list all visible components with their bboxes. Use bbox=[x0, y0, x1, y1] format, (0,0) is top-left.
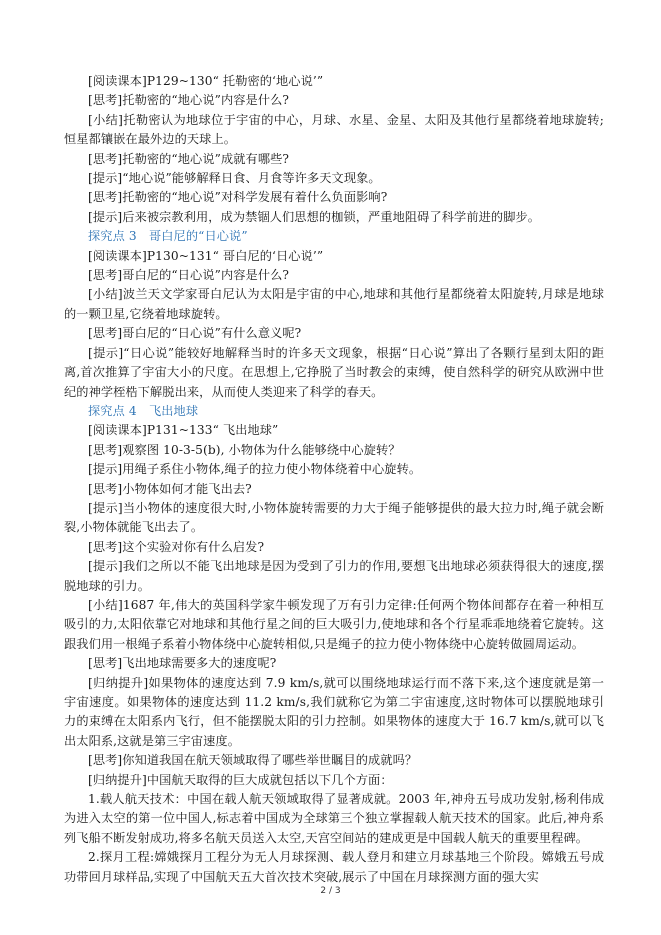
paragraph: 1.载人航天技术：中国在载人航天领域取得了显著成就。2003 年,神舟五号成功发射,杨利伟成为进入太空的第一位中国人,标志着中国成为全球第三个独立掌握载人航天技术的国家。此后,神舟系列飞船不断发射成功,将多名航天员送入太空,天宫空间站的建成更是中国载人航天的重要里程碑。 bbox=[64, 792, 604, 845]
paragraph: [小结]托勒密认为地球位于宇宙的中心，月球、水星、金星、太阳及其他行星都绕着地球旋转;恒星都镶嵌在最外边的天球上。 bbox=[64, 112, 604, 147]
paragraph: [思考]观察图 10-3-5(b), 小物体为什么能够绕中心旋转？ bbox=[88, 442, 401, 457]
paragraph: [提示]当小物体的速度很大时,小物体旋转需要的力大于绳子能够提供的最大拉力时,绳子就会断裂,小物体就能飞出去了。 bbox=[64, 500, 604, 535]
paragraph: [小结]波兰天文学家哥白尼认为太阳是宇宙的中心,地球和其他行星都绕着太阳旋转,月球是地球的一颗卫星,它绕着地球旋转。 bbox=[64, 287, 604, 321]
paragraph: [提示]后来被宗教利用，成为禁锢人们思想的枷锁，严重地阻碍了科学前进的脚步。 bbox=[88, 209, 541, 224]
paragraph: [思考]托勒密的“地心说”对科学发展有着什么负面影响? bbox=[88, 190, 388, 205]
paragraph: [思考]这个实验对你有什么启发? bbox=[88, 539, 265, 554]
paragraph: [提示]“地心说”能够解释日食、月食等许多天文现象。 bbox=[88, 171, 381, 186]
paragraph: [提示]用绳子系住小物体,绳子的拉力使小物体绕着中心旋转。 bbox=[88, 462, 422, 477]
paragraph: [思考]你知道我国在航天领域取得了哪些举世瞩目的成就吗？ bbox=[88, 753, 418, 768]
paragraph: [小结]1687 年,伟大的英国科学家牛顿发现了万有引力定律:任何两个物体间都存在着一种相互吸引的力,太阳依靠它对地球和其他行星之间的巨大吸引力,使地球和各个行星乖乖地绕着它旋转。这跟我们用一根绳子系着小物体绕中心旋转相似,只是绳子的拉力使小物体绕中心旋转做圆周运动。 bbox=[64, 597, 604, 651]
page-number: 2 / 3 bbox=[320, 886, 341, 896]
paragraph: [思考]托勒密的“地心说”内容是什么? bbox=[88, 93, 290, 108]
paragraph: [归纳提升]如果物体的速度达到 7.9 km/s,就可以围绕地球运行而不落下来,这个速度就是第一宇宙速度。如果物体的速度达到 11.2 km/s,我们就称它为第二宇宙速度,这时物体可以摆脱地球引力的束缚在太阳系内飞行，但不能摆脱太阳的引力控制。如果物体的速度大于 16.7 km/s,就可以飞出太阳系,这就是第三宇宙速度。 bbox=[64, 675, 604, 748]
paragraph: [思考]托勒密的“地心说”成就有哪些? bbox=[88, 151, 290, 166]
paragraph: [思考]哥白尼的“日心说”内容是什么? bbox=[88, 268, 290, 283]
paragraph: [归纳提升]中国航天取得的巨大成就包括以下几个方面： bbox=[88, 772, 393, 787]
paragraph: [提示]我们之所以不能飞出地球是因为受到了引力的作用,要想飞出地球必须获得很大的速度,摆脱地球的引力。 bbox=[64, 559, 604, 593]
document-body bbox=[64, 72, 604, 887]
paragraph: 2.探月工程:嫦娥探月工程分为无人月球探测、载人登月和建立月球基地三个阶段。嫦娥五号成功带回月球样品,实现了中国航天五大首次技术突破,展示了中国在月球探测方面的强大实 bbox=[64, 850, 604, 884]
paragraph: [提示]“日心说”能较好地解释当时的许多天文现象，根据“日心说”算出了各颗行星到太阳的距离,首次推算了宇宙大小的尺度。在思想上,它挣脱了当时教会的束缚，使自然科学的研究从欧洲中世纪的神学桎梏下解脱出来，从而使人类迎来了科学的春天。 bbox=[64, 345, 604, 399]
paragraph: [阅读课本]P130~131“ 哥白尼的‘日心说’” bbox=[88, 248, 324, 263]
paragraph: [阅读课本]P129~130“ 托勒密的‘地心说’” bbox=[88, 74, 324, 88]
paragraph: [思考]飞出地球需要多大的速度呢? bbox=[88, 656, 277, 671]
paragraph: [阅读课本]P131~133“ 飞出地球” bbox=[88, 423, 279, 438]
section-heading: 探究点 3 哥白尼的“日心说” bbox=[88, 229, 248, 244]
section-heading: 探究点 4 飞出地球 bbox=[88, 403, 199, 418]
paragraph: [思考]哥白尼的“日心说”有什么意义呢? bbox=[88, 326, 302, 341]
paragraph: [思考]小物体如何才能飞出去? bbox=[88, 481, 252, 496]
